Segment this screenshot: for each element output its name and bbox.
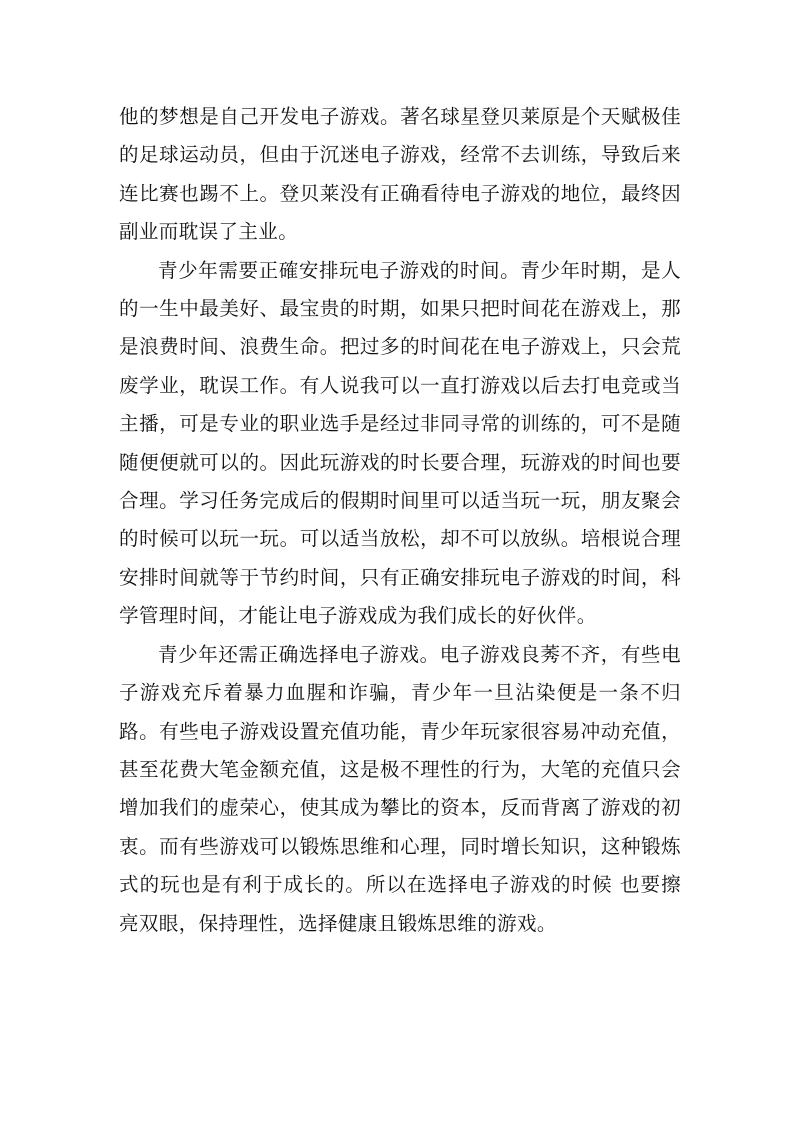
- paragraph-2: 青少年需要正確安排玩电子游戏的时间。青少年时期，是人的一生中最美好、最宝贵的时期，如果只把时间花在游戏上，那是浪费时间、浪费生命。把过多的时间花在电子游戏上，只会荒废学业，耽误工作。有人说我可以一直打游戏以后去打电竞或当主播，可是专业的职业选手是经过非同寻常的训练的，可不是随随便便就可以的。因此玩游戏的时长要合理，玩游戏的时间也要合理。学习任务完成后的假期时间里可以适当玩一玩，朋友聚会的时候可以玩一玩。可以适当放松，却不可以放纵。培根说合理安排时间就等于节约时间，只有正确安排玩电子游戏的时间，科学管理时间，才能让电子游戏成为我们成长的好伙伴。: [119, 258, 681, 628]
- paragraph-1: 他的梦想是自己开发电子游戏。著名球星登贝莱原是个天赋极佳的足球运动员，但由于沉迷电子游戏，经常不去训练，导致后来连比赛也踢不上。登贝莱没有正确看待电子游戏的地位，最终因副业而耽误了主业。: [119, 105, 681, 244]
- body-text: [119, 98, 681, 943]
- paragraph-3: 青少年还需正确选择电子游戏。电子游戏良莠不齐，有些电子游戏充斥着暴力血腥和诈骗，青少年一旦沾染便是一条不归路。有些电子游戏设置充值功能，青少年玩家很容易冲动充值，甚至花费大笔金额充值，这是极不理性的行为，大笔的充值只会增加我们的虚荣心，使其成为攀比的资本，反而背离了游戏的初衷。而有些游戏可以锻炼思维和心理，同时增长知识，这种锻炼式的玩也是有利于成长的。所以在选择电子游戏的时候 也要擦亮双眼，保持理性，选择健康且锻炼思维的游戏。: [119, 642, 681, 935]
